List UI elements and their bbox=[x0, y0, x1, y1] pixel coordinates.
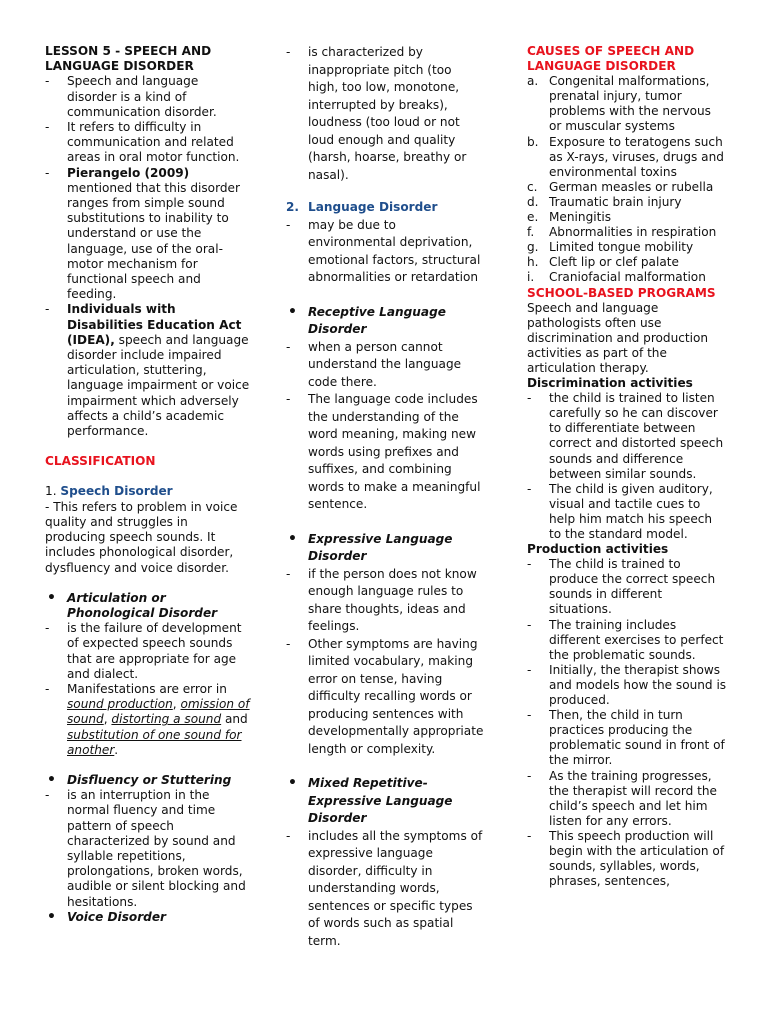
dash-marker: - bbox=[45, 788, 50, 803]
list-marker: - bbox=[527, 391, 532, 406]
school-programs-desc: Speech and language pathologists often use discrimination and production activities as part of the articulation therapy. bbox=[527, 300, 709, 375]
list-item-text: Meningitis bbox=[549, 210, 612, 225]
dash-marker: - bbox=[45, 302, 50, 317]
production-item bbox=[527, 618, 727, 663]
section-number: 1. bbox=[45, 484, 57, 499]
bullet-marker: • bbox=[47, 589, 56, 606]
list-marker: d. bbox=[527, 194, 539, 209]
list-item bbox=[286, 636, 484, 759]
list-item bbox=[45, 302, 250, 439]
subtype-heading bbox=[45, 591, 250, 621]
cause-item bbox=[527, 255, 727, 270]
list-item bbox=[286, 339, 484, 392]
list-item bbox=[286, 44, 484, 184]
list-item-text: is an interruption in the normal fluency and time pattern of speech characterized by sound and syllable repetitions, prolongations, broken words, audible or silent blocking and hesitations. bbox=[67, 788, 246, 909]
list-marker: - bbox=[527, 557, 532, 572]
separator: . bbox=[114, 742, 119, 757]
separator: , bbox=[172, 697, 181, 712]
list-item-text: German measles or rubella bbox=[549, 179, 714, 194]
lesson-title bbox=[45, 44, 250, 74]
list-item-text: It refers to difficulty in communication and related areas in oral motor function. bbox=[67, 120, 240, 165]
list-item-text: This speech production will begin with the articulation of sounds, syllables, words, phrases, sentences, bbox=[549, 828, 725, 889]
section-title: Speech Disorder bbox=[60, 484, 173, 499]
cause-item bbox=[527, 74, 727, 134]
list-item-text: Initially, the therapist shows and models how the sound is produced. bbox=[549, 662, 727, 708]
discrimination-heading: Discrimination activities bbox=[527, 376, 693, 391]
subtype-heading bbox=[45, 773, 250, 788]
subtype-heading bbox=[286, 531, 484, 566]
dash-marker: - bbox=[286, 339, 291, 354]
list-marker: f. bbox=[527, 225, 535, 240]
lesson-title-line1: LESSON 5 - SPEECH AND bbox=[45, 44, 212, 58]
classification-heading: CLASSIFICATION bbox=[45, 454, 156, 469]
dash-marker: - bbox=[45, 74, 50, 89]
list-item-text: mentioned that this disorder ranges from simple sound substitutions to inability to understand or use the language, use of the oral-motor mechanism for functional speech and feeding. bbox=[67, 180, 240, 302]
list-item bbox=[45, 682, 250, 758]
section-title: Language Disorder bbox=[308, 200, 438, 214]
list-item-text: the child is trained to listen carefully so he can discover to differentiate between correct and distorted speech sounds and difference between similar sounds. bbox=[549, 391, 724, 481]
list-item-text: Limited tongue mobility bbox=[549, 240, 694, 255]
bullet-marker: • bbox=[288, 530, 297, 547]
subtype-title: Voice Disorder bbox=[67, 909, 166, 924]
dash-marker: - bbox=[45, 681, 50, 696]
dash-marker: - bbox=[45, 621, 50, 636]
dash-marker: - bbox=[45, 120, 50, 135]
discrimination-list bbox=[527, 391, 727, 542]
list-marker: e. bbox=[527, 210, 539, 225]
underlined-term: substitution of one sound for another bbox=[67, 727, 242, 757]
causes-heading: CAUSES OF SPEECH AND LANGUAGE DISORDER bbox=[527, 44, 695, 74]
production-heading: Production activities bbox=[527, 542, 669, 557]
speech-disorder-heading bbox=[45, 484, 250, 499]
list-marker: c. bbox=[527, 179, 538, 194]
list-item-text: Cleft lip or clef palate bbox=[549, 255, 679, 270]
list-marker: - bbox=[527, 708, 532, 723]
list-item-text: may be due to environmental deprivation, emotional factors, structural abnormalities or retardation bbox=[308, 217, 481, 284]
list-item-text: The child is given auditory, visual and tactile cues to help him match his speech to the standard model. bbox=[549, 481, 713, 541]
separator: and bbox=[221, 712, 248, 727]
list-item-text: includes all the symptoms of expressive language disorder, difficulty in understanding words, sentences or specific types of words such as spatial term. bbox=[308, 828, 483, 948]
list-item bbox=[45, 74, 250, 120]
subtype-title: Articulation or Phonological Disorder bbox=[67, 590, 218, 620]
dash-marker: - bbox=[286, 45, 291, 59]
subtype-heading bbox=[45, 910, 250, 925]
cause-item bbox=[527, 210, 727, 225]
list-marker: g. bbox=[527, 240, 539, 255]
list-item bbox=[286, 828, 484, 951]
list-item-text: Manifestations are error in bbox=[67, 681, 227, 696]
list-item bbox=[286, 566, 484, 636]
bullet-marker: • bbox=[288, 303, 297, 320]
list-item-text: Congenital malformations, prenatal injury, tumor problems with the nervous or muscular systems bbox=[549, 74, 711, 134]
column-3 bbox=[527, 44, 727, 889]
causes-list bbox=[527, 74, 727, 285]
underlined-term: sound production bbox=[67, 697, 173, 712]
dash-marker: - bbox=[286, 828, 291, 843]
column-1 bbox=[45, 44, 250, 925]
dash-marker: - bbox=[286, 217, 291, 232]
section-number: 2. bbox=[286, 200, 300, 214]
dash-marker: - bbox=[45, 165, 50, 180]
list-item-text: The language code includes the understanding of the word meaning, making new words using prefixes and suffixes, and combining words to make a meaningful sentence. bbox=[308, 392, 481, 511]
list-item bbox=[45, 621, 250, 682]
bullet-marker: • bbox=[47, 771, 56, 788]
underlined-term: omission of sound bbox=[67, 697, 250, 727]
list-item-text: speech and language disorder include impaired articulation, stuttering, language impairment or voice impairment which adversely affects a child’s academic performance. bbox=[67, 332, 250, 439]
list-item-text: Abnormalities in respiration bbox=[549, 225, 717, 240]
bullet-marker: • bbox=[288, 775, 297, 791]
discrimination-item bbox=[527, 391, 727, 482]
list-item-text: Craniofacial malformation bbox=[549, 270, 706, 285]
lesson-title-line2: LANGUAGE DISORDER bbox=[45, 59, 194, 74]
discrimination-item bbox=[527, 482, 727, 542]
subtype-title: Mixed Repetitive-Expressive Language Disorder bbox=[308, 776, 453, 825]
cause-item bbox=[527, 180, 727, 195]
subtype-title: Disfluency or Stuttering bbox=[67, 772, 232, 787]
dash-marker: - bbox=[286, 392, 291, 406]
list-item bbox=[45, 120, 250, 166]
production-list bbox=[527, 557, 727, 889]
list-item-text: As the training progresses, the therapist will record the child’s speech and let him listen for any errors. bbox=[549, 768, 717, 828]
list-item-text: Speech and language disorder is a kind of communication disorder. bbox=[67, 74, 217, 119]
list-item bbox=[45, 788, 250, 910]
list-item-text: Exposure to teratogens such as X-rays, viruses, drugs and environmental toxins bbox=[549, 134, 724, 179]
list-item-text: Traumatic brain injury bbox=[549, 194, 682, 209]
list-item-text: when a person cannot understand the language code there. bbox=[308, 339, 462, 389]
list-marker: - bbox=[527, 768, 532, 783]
list-item-text: is characterized by inappropriate pitch (too high, too low, monotone, interrupted by breaks), loudness (too loud or not loud enough and quality (harsh, hoarse, breathy or nasal). bbox=[308, 45, 467, 182]
production-item bbox=[527, 708, 727, 768]
list-marker: i. bbox=[527, 270, 535, 285]
list-marker: - bbox=[527, 662, 532, 677]
production-item bbox=[527, 557, 727, 617]
list-item-text: Other symptoms are having limited vocabulary, making error on tense, having difficulty recalling words or producing sentences with developmentally appropriate length or complexity. bbox=[308, 636, 484, 756]
production-item bbox=[527, 829, 727, 889]
production-item bbox=[527, 663, 727, 708]
list-item-text: The child is trained to produce the correct speech sounds in different situations. bbox=[549, 557, 716, 617]
citation-bold: Pierangelo (2009) bbox=[67, 165, 190, 180]
list-item-text: The training includes different exercises to perfect the problematic sounds. bbox=[549, 617, 724, 662]
production-item bbox=[527, 769, 727, 829]
separator: , bbox=[103, 712, 112, 727]
list-marker: - bbox=[527, 828, 532, 843]
list-item bbox=[45, 166, 250, 303]
bullet-marker: • bbox=[47, 908, 56, 925]
cause-item bbox=[527, 135, 727, 180]
subtype-title: Expressive Language Disorder bbox=[308, 531, 453, 563]
column-2 bbox=[286, 44, 484, 950]
list-marker: b. bbox=[527, 134, 539, 149]
cause-item bbox=[527, 225, 727, 240]
list-item bbox=[286, 391, 484, 514]
list-item-text: if the person does not know enough language rules to share thoughts, ideas and feelings. bbox=[308, 566, 477, 633]
list-item-text: is the failure of development of expected speech sounds that are appropriate for age and dialect. bbox=[67, 621, 242, 681]
list-marker: a. bbox=[527, 74, 539, 89]
school-programs-heading: SCHOOL-BASED PROGRAMS bbox=[527, 285, 716, 300]
citation-bold: Individuals with Disabilities Education Act (IDEA), bbox=[67, 302, 242, 347]
list-marker: h. bbox=[527, 255, 539, 270]
subtype-heading bbox=[286, 775, 484, 828]
list-marker: - bbox=[527, 481, 532, 496]
speech-disorder-desc: - This refers to problem in voice quality and struggles in producing speech sounds. It includes phonological disorder, dysfluency and voice disorder. bbox=[45, 499, 238, 575]
dash-marker: - bbox=[286, 566, 291, 581]
subtype-title: Receptive Language Disorder bbox=[308, 304, 446, 336]
language-disorder-heading bbox=[286, 199, 484, 217]
cause-item bbox=[527, 270, 727, 285]
list-marker: - bbox=[527, 617, 532, 632]
underlined-term: distorting a sound bbox=[111, 712, 222, 727]
cause-item bbox=[527, 240, 727, 255]
subtype-heading bbox=[286, 304, 484, 339]
list-item bbox=[286, 217, 484, 287]
list-item-text: Then, the child in turn practices producing the problematic sound in front of the mirror. bbox=[549, 708, 725, 768]
dash-marker: - bbox=[286, 636, 291, 651]
cause-item bbox=[527, 195, 727, 210]
